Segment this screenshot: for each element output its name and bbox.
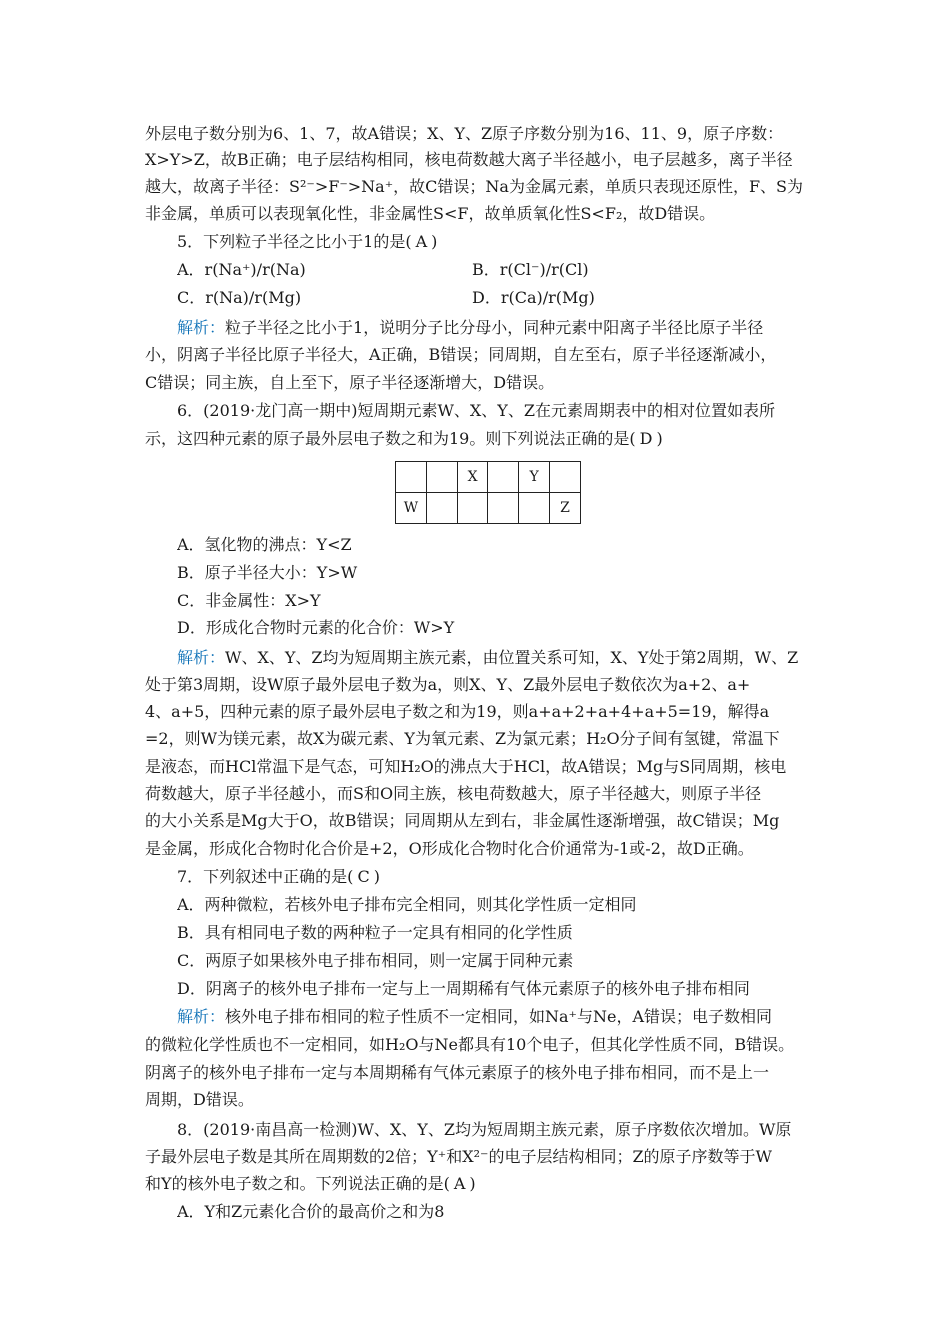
question-8-stem-cont: 和Y的核外电子数之和。下列说法正确的是( A ) — [145, 1174, 476, 1193]
text-line: 阴离子的核外电子排布一定与本周期稀有气体元素原子的核外电子排布相同，而不是上一 — [145, 1063, 770, 1082]
text-line: 荷数越大，原子半径越小，而S和O同主族，核电荷数越大，原子半径越大，则原子半径 — [145, 784, 762, 803]
text-line: 周期，D错误。 — [145, 1090, 254, 1109]
option-5a: A．r(Na⁺)/r(Na) — [177, 260, 306, 279]
question-5-stem: 5．下列粒子半径之比小于1的是( A ) — [177, 232, 438, 251]
table-cell: Z — [550, 493, 581, 524]
answer-6: D — [639, 429, 653, 448]
explanation-5: 解析：粒子半径之比小于1，说明分子比分母小，同种元素中阳离子半径比原子半径 — [177, 318, 764, 337]
explanation-label: 解析： — [177, 318, 226, 337]
answer-7: C — [357, 867, 370, 886]
question-8-stem: 8．(2019·南昌高一检测)W、X、Y、Z均为短周期主族元素，原子序数依次增加。W原 — [177, 1120, 792, 1139]
text-line: 外层电子数分别为6、1、7，故A错误；X、Y、Z原子序数分别为16、11、9，原子序数： — [145, 124, 784, 143]
table-cell — [519, 493, 550, 524]
table-cell: W — [396, 493, 427, 524]
table-cell — [426, 462, 457, 493]
question-6-stem: 6．(2019·龙门高一期中)短周期元素W、X、Y、Z在元素周期表中的相对位置如表所 — [177, 401, 775, 420]
option-7d: D．阴离子的核外电子排布一定与上一周期稀有气体元素原子的核外电子排布相同 — [177, 979, 750, 998]
text-line: 子最外层电子数是其所在周期数的2倍；Y⁺和X²⁻的电子层结构相同；Z的原子序数等于W — [145, 1147, 773, 1166]
option-7c: C．两原子如果核外电子排布相同，则一定属于同种元素 — [177, 951, 574, 970]
table-cell — [550, 462, 581, 493]
option-5b: B．r(Cl⁻)/r(Cl) — [472, 260, 589, 279]
option-6c: C．非金属性：X>Y — [177, 591, 321, 610]
text-line: 处于第3周期，设W原子最外层电子数为a，则X、Y、Z最外层电子数依次为a+2、a+ — [145, 675, 751, 694]
table-cell — [426, 493, 457, 524]
text-line: X>Y>Z，故B正确；电子层结构相同，核电荷数越大离子半径越小，电子层越多，离子半径 — [145, 150, 793, 169]
periodic-table-fragment — [395, 461, 581, 524]
explanation-label: 解析： — [177, 1007, 226, 1026]
text-line: 的微粒化学性质也不一定相同，如H₂O与Ne都具有10个电子，但其化学性质不同，B错误。 — [145, 1035, 795, 1054]
option-5c: C．r(Na)/r(Mg) — [177, 288, 302, 307]
table-cell: Y — [519, 462, 550, 493]
table-cell: X — [457, 462, 488, 493]
table-row — [396, 493, 581, 524]
option-5d: D．r(Ca)/r(Mg) — [472, 288, 595, 307]
question-7-stem: 7．下列叙述中正确的是( C ) — [177, 867, 380, 886]
explanation-7: 解析：核外电子排布相同的粒子性质不一定相同，如Na⁺与Ne，A错误；电子数相同 — [177, 1007, 773, 1026]
table-cell — [457, 493, 488, 524]
text-line: 是液态，而HCl常温下是气态，可知H₂O的沸点大于HCl，故A错误；Mg与S同周期，核电 — [145, 757, 787, 776]
text-line: 是金属，形成化合物时化合价是+2，O形成化合物时化合价通常为-1或-2，故D正确。 — [145, 839, 754, 858]
option-7a: A．两种微粒，若核外电子排布完全相同，则其化学性质一定相同 — [177, 895, 637, 914]
text-line: 的大小关系是Mg大于O，故B错误；同周期从左到右，非金属性逐渐增强，故C错误；Mg — [145, 811, 780, 830]
option-6a: A．氢化物的沸点：Y<Z — [177, 535, 352, 554]
text-line: 越大，故离子半径：S²⁻>F⁻>Na⁺，故C错误；Na为金属元素，单质只表现还原性，F、S为 — [145, 177, 804, 196]
text-line: 非金属，单质可以表现氧化性，非金属性S<F，故单质氧化性S<F₂，故D错误。 — [145, 204, 716, 223]
text-line: =2，则W为镁元素，故X为碳元素、Y为氧元素、Z为氯元素；H₂O分子间有氢键，常温下 — [145, 729, 780, 748]
option-6d: D．形成化合物时元素的化合价：W>Y — [177, 618, 455, 637]
answer-5: A — [415, 232, 428, 251]
question-6-stem-cont: 示，这四种元素的原子最外层电子数之和为19。则下列说法正确的是( D ) — [145, 429, 663, 448]
table-row — [396, 462, 581, 493]
text-line: 小，阴离子半径比原子半径大，A正确，B错误；同周期，自左至右，原子半径逐渐减小， — [145, 345, 777, 364]
table-cell — [488, 462, 519, 493]
explanation-label: 解析： — [177, 648, 226, 667]
explanation-6: 解析：W、X、Y、Z均为短周期主族元素，由位置关系可知，X、Y处于第2周期，W、Z — [177, 648, 799, 667]
option-6b: B．原子半径大小：Y>W — [177, 563, 358, 582]
text-line: 4、a+5，四种元素的原子最外层电子数之和为19，则a+a+2+a+4+a+5=19，解得a — [145, 702, 770, 721]
option-7b: B．具有相同电子数的两种粒子一定具有相同的化学性质 — [177, 923, 573, 942]
text-line: C错误；同主族，自上至下，原子半径逐渐增大，D错误。 — [145, 373, 555, 392]
answer-8: A — [453, 1174, 466, 1193]
option-8a: A．Y和Z元素化合价的最高价之和为8 — [177, 1202, 445, 1221]
table-cell — [396, 462, 427, 493]
table-cell — [488, 493, 519, 524]
